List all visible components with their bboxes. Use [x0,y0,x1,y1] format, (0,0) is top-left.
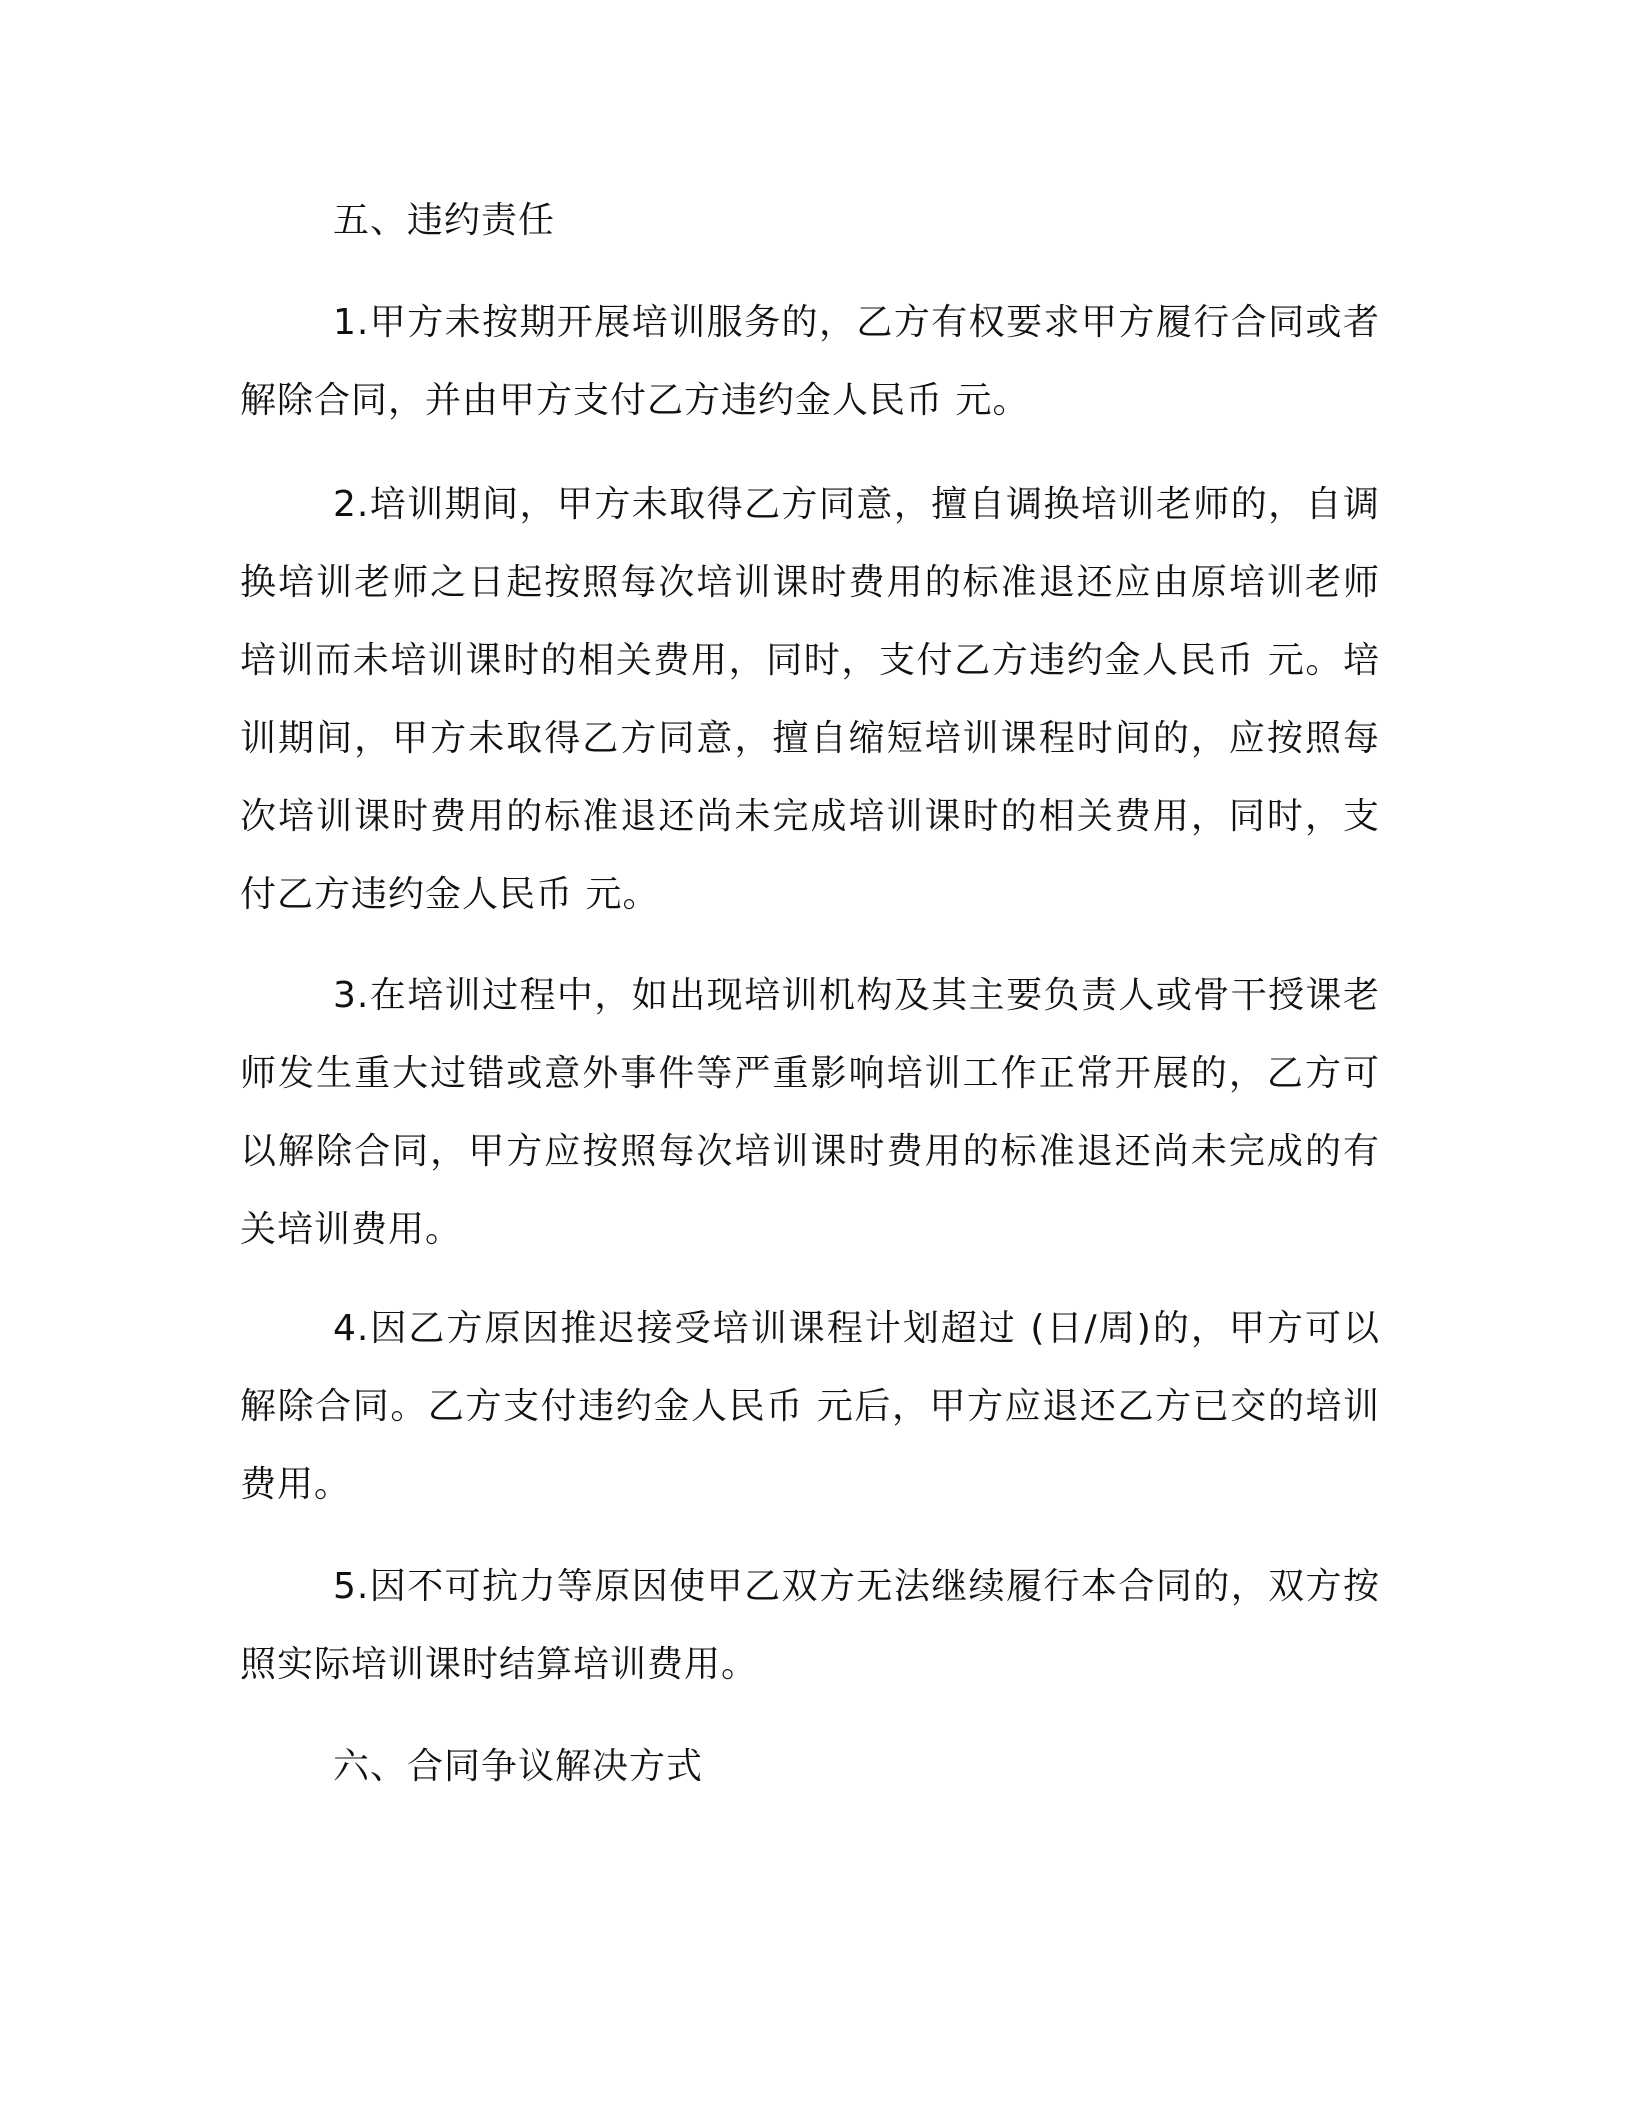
clause-5: 5.因不可抗力等原因使甲乙双方无法继续履行本合同的，双方按照实际培训课时结算培训费用。 [240,1566,1380,1685]
clause-1: 1.甲方未按期开展培训服务的，乙方有权要求甲方履行合同或者解除合同，并由甲方支付乙方违约金人民币 元。 [240,302,1380,421]
clause-4: 4.因乙方原因推迟接受培训课程计划超过 (日/周)的，甲方可以解除合同。乙方支付违约金人民币 元后，甲方应退还乙方已交的培训费用。 [240,1308,1380,1505]
clause-3: 3.在培训过程中，如出现培训机构及其主要负责人或骨干授课老师发生重大过错或意外事件等严重影响培训工作正常开展的，乙方可以解除合同，甲方应按照每次培训课时费用的标准退还尚未完成的有关培训费用。 [240,975,1380,1250]
section-heading-breach-liability: 五、违约责任 [333,200,556,241]
clause-2: 2.培训期间，甲方未取得乙方同意，擅自调换培训老师的，自调换培训老师之日起按照每次培训课时费用的标准退还应由原培训老师培训而未培训课时的相关费用，同时，支付乙方违约金人民币 元。培训期间，甲方未取得乙方同意，擅自缩短培训课程时间的，应按照每次培训课时费用的标准退还尚未完成培训课时的相关费用，同时，支付乙方违约金人民币 元。 [240,484,1380,915]
section-heading-dispute-resolution: 六、合同争议解决方式 [333,1746,704,1787]
